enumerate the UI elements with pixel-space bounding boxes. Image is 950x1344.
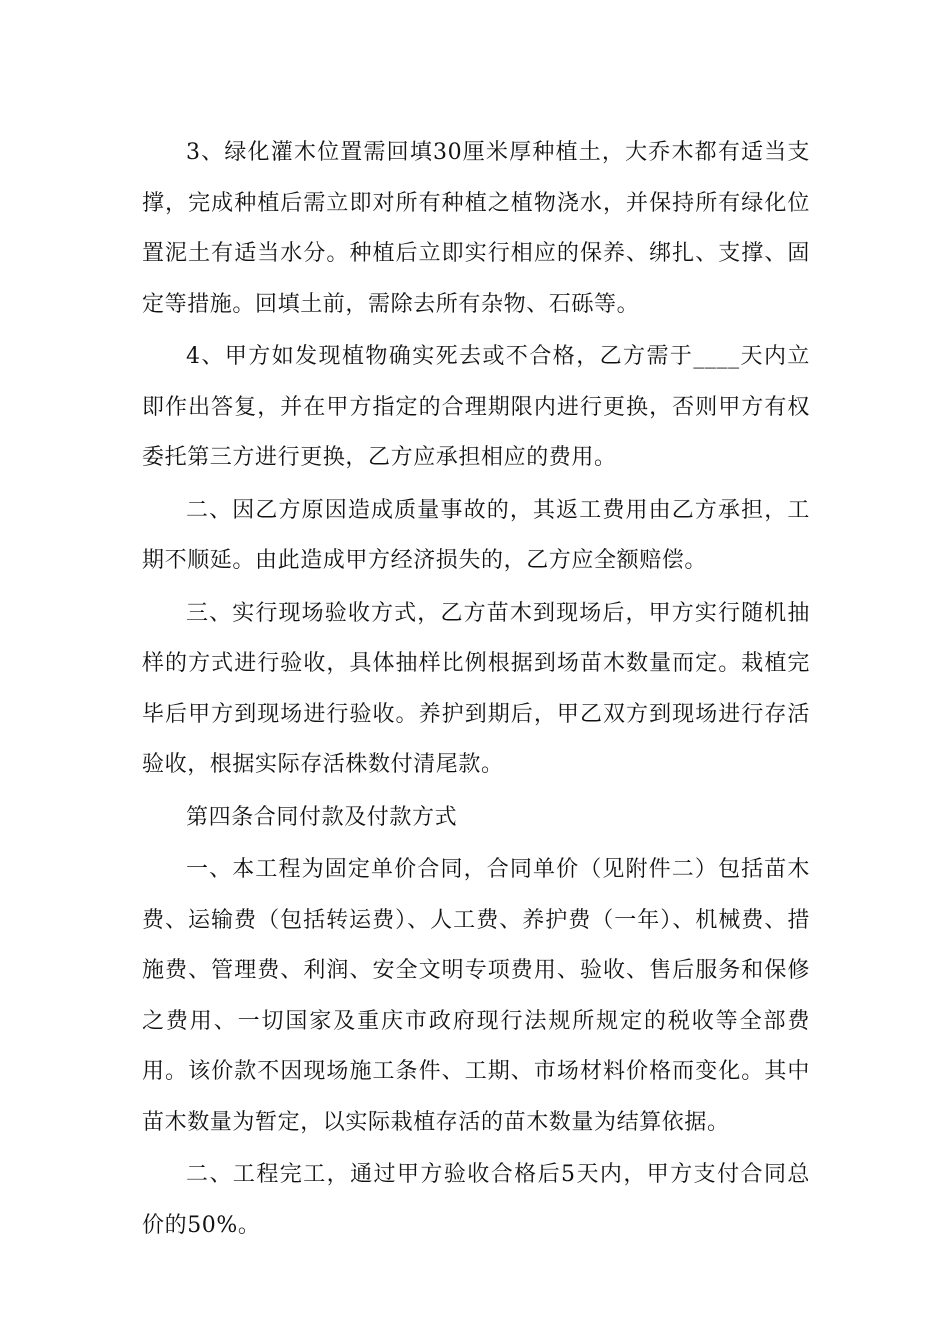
clause-3-planting-backfill: 3、绿化灌木位置需回填30厘米厚种植土，大乔木都有适当支撑，完成种植后需立即对所有种植之植物浇水，并保持所有绿化位置泥土有适当水分。种植后立即实行相应的保养、绑扎、支撑、固定等措施。回填土前，需除去所有杂物、石砾等。 [142, 140, 810, 317]
clause-site-acceptance: 三、实行现场验收方式，乙方苗木到现场后，甲方实行随机抽样的方式进行验收，具体抽样比例根据到场苗木数量而定。栽植完毕后甲方到现场进行验收。养护到期后，甲乙双方到现场进行存活验收，根据实际存活株数付清尾款。 [142, 600, 810, 777]
article-4-heading: 第四条合同付款及付款方式 [186, 804, 458, 830]
clause-fixed-unit-price: 一、本工程为固定单价合同，合同单价（见附件二）包括苗木费、运输费（包括转运费）、人工费、养护费（一年）、机械费、措施费、管理费、利润、安全文明专项费用、验收、售后服务和保修之费用、一切国家及重庆市政府现行法规所规定的税收等全部费用。该价款不因现场施工条件、工期、市场材料价格而变化。其中苗木数量为暂定，以实际栽植存活的苗木数量为结算依据。 [142, 857, 810, 1135]
clause-payment-on-completion: 二、工程完工，通过甲方验收合格后5天内，甲方支付合同总价的50%。 [142, 1162, 810, 1238]
clause-quality-accident: 二、因乙方原因造成质量事故的，其返工费用由乙方承担，工期不顺延。由此造成甲方经济损失的，乙方应全额赔偿。 [142, 497, 810, 573]
document-body [142, 128, 810, 1253]
clause-4-plant-replacement: 4、甲方如发现植物确实死去或不合格，乙方需于____天内立即作出答复，并在甲方指定的合理期限内进行更换，否则甲方有权委托第三方进行更换，乙方应承担相应的费用。 [142, 344, 810, 470]
